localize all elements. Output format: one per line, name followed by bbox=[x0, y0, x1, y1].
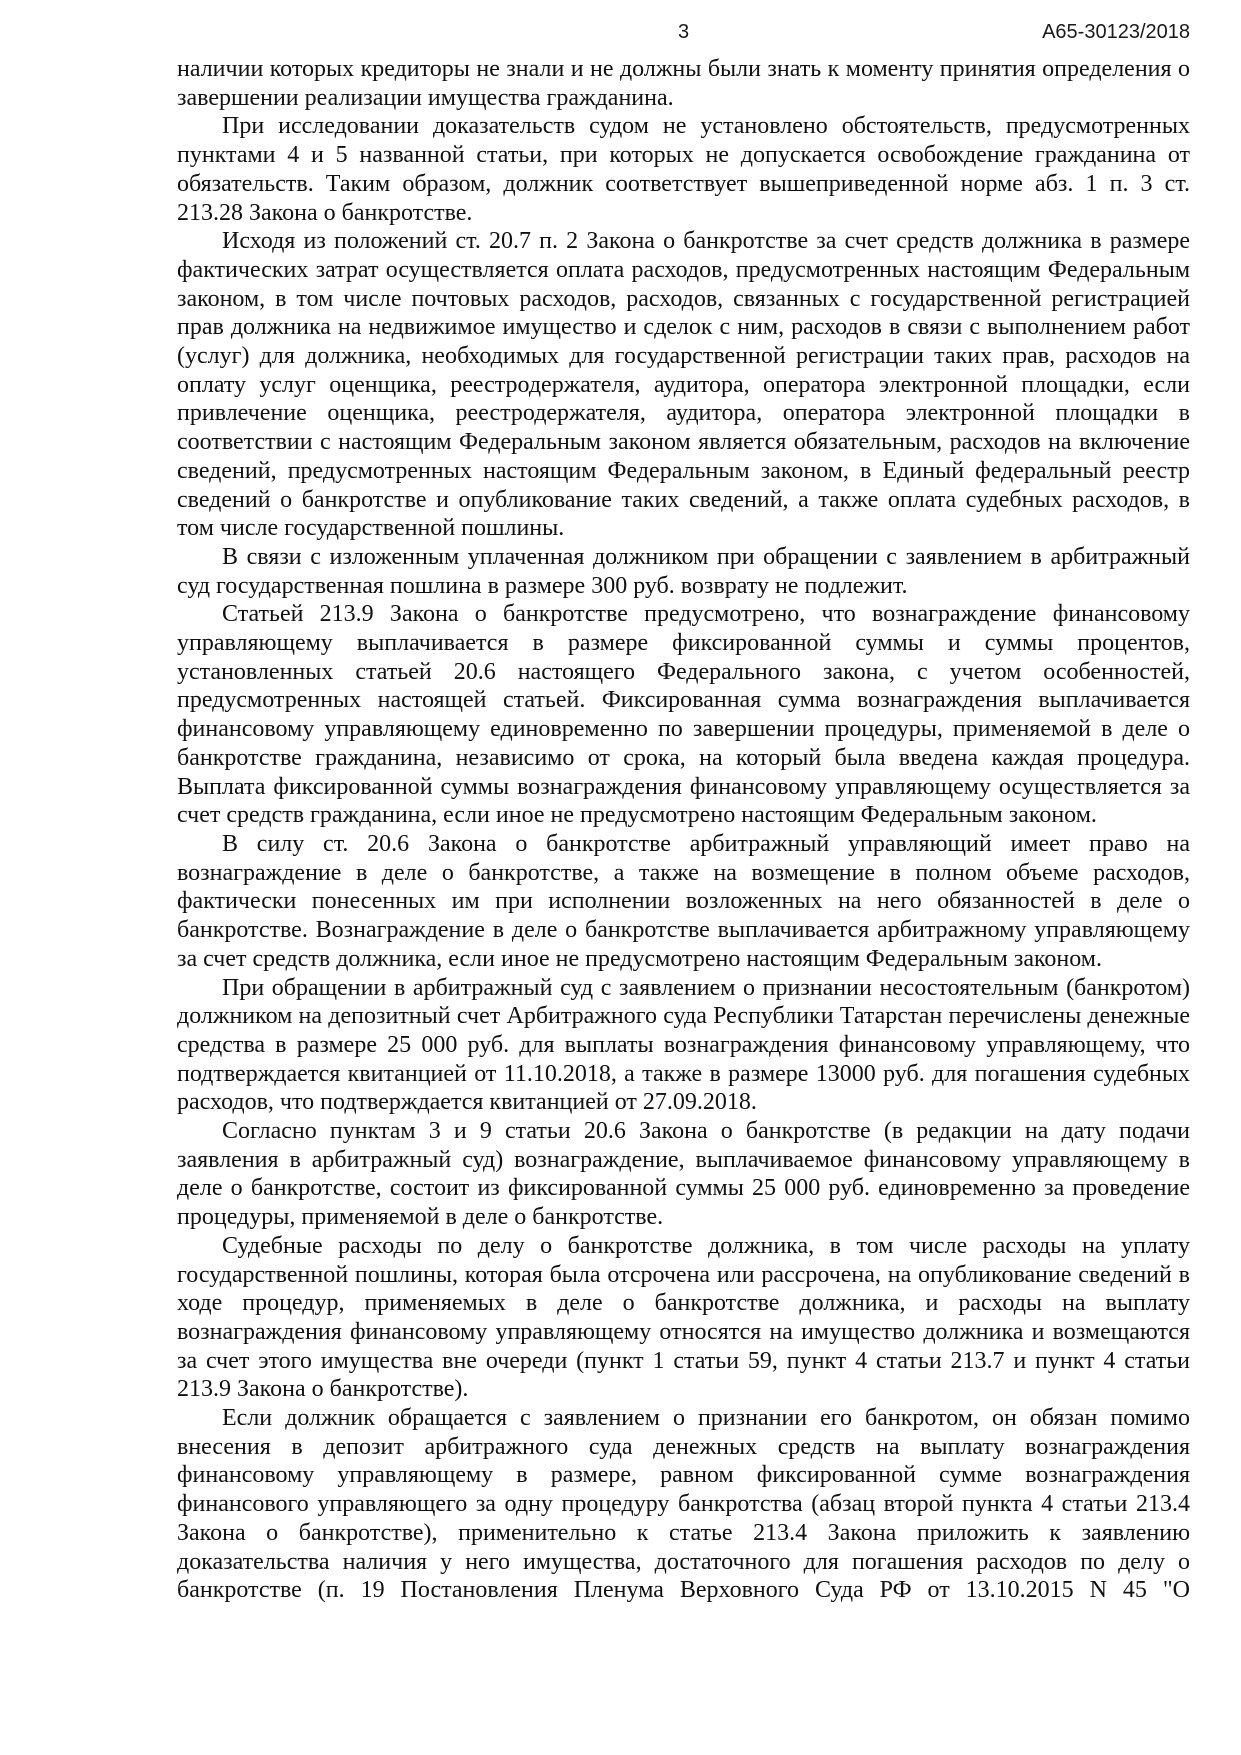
document-body bbox=[177, 55, 1190, 1605]
case-number: А65-30123/2018 bbox=[1042, 21, 1190, 43]
paragraph: Если должник обращается с заявлением о признании его банкротом, он обязан помимо внесения в депозит арбитражного суда денежных средств на выплату вознаграждения финансовому управляющему в размере, равном фиксированной сумме вознаграждения финансового управляющего за одну процедуру банкротства (абзац второй пункта 4 статьи 213.4 Закона о банкротстве), применительно к статье 213.4 Закона приложить к заявлению доказательства наличия у него имущества, достаточного для погашения расходов по делу о банкротстве (п. 19 Постановления Пленума Верховного Суда РФ от 13.10.2015 N 45 "О bbox=[177, 1405, 1190, 1604]
page-number: 3 bbox=[677, 21, 690, 43]
paragraph: При обращении в арбитражный суд с заявлением о признании несостоятельным (банкротом) должником на депозитный счет Арбитражного суда Республики Татарстан перечислены денежные средства в размере 25 000 руб. для выплаты вознаграждения финансовому управляющему, что подтверждается квитанцией от 11.10.2018, а также в размере 13000 руб. для погашения судебных расходов, что подтверждается квитанцией от 27.09.2018. bbox=[177, 974, 1190, 1116]
paragraph: При исследовании доказательств судом не установлено обстоятельств, предусмотренных пунктами 4 и 5 названной статьи, при которых не допускается освобождение гражданина от обязательств. Таким образом, должник соответствует вышеприведенной норме абз. 1 п. 3 ст. 213.28 Закона о банкротстве. bbox=[177, 113, 1190, 226]
paragraph: Согласно пунктам 3 и 9 статьи 20.6 Закона о банкротстве (в редакции на дату подачи заявления в арбитражный суд) вознаграждение, выплачиваемое финансовому управляющему в деле о банкротстве, состоит из фиксированной суммы 25 000 руб. единовременно за проведение процедуры, применяемой в деле о банкротстве. bbox=[177, 1118, 1190, 1231]
paragraph: Судебные расходы по делу о банкротстве должника, в том числе расходы на уплату государственной пошлины, которая была отсрочена или рассрочена, на опубликование сведений в ходе процедур, применяемых в деле о банкротстве должника, и расходы на выплату вознаграждения финансовому управляющему относятся на имущество должника и возмещаются за счет этого имущества вне очереди (пункт 1 статьи 59, пункт 4 статьи 213.7 и пункт 4 статьи 213.9 Закона о банкротстве). bbox=[177, 1232, 1190, 1403]
paragraph: Исходя из положений ст. 20.7 п. 2 Закона о банкротстве за счет средств должника в размере фактических затрат осуществляется оплата расходов, предусмотренных настоящим Федеральным законом, в том числе почтовых расходов, расходов, связанных с государственной регистрацией прав должника на недвижимое имущество и сделок с ним, расходов в связи с выполнением работ (услуг) для должника, необходимых для государственной регистрации таких прав, расходов на оплату услуг оценщика, реестродержателя, аудитора, оператора электронной площадки, если привлечение оценщика, реестродержателя, аудитора, оператора электронной площадки в соответствии с настоящим Федеральным законом является обязательным, расходов на включение сведений, предусмотренных настоящим Федеральным законом, в Единый федеральный реестр сведений о банкротстве и опубликование таких сведений, а также оплата судебных расходов, в том числе государственной пошлины. bbox=[177, 228, 1190, 542]
paragraph: Статьей 213.9 Закона о банкротстве предусмотрено, что вознаграждение финансовому управляющему выплачивается в размере фиксированной суммы и суммы процентов, установленных статьей 20.6 настоящего Федерального закона, с учетом особенностей, предусмотренных настоящей статьей. Фиксированная сумма вознаграждения выплачивается финансовому управляющему единовременно по завершении процедуры, применяемой в деле о банкротстве гражданина, независимо от срока, на который была введена каждая процедура. Выплата фиксированной суммы вознаграждения финансовому управляющему осуществляется за счет средств гражданина, если иное не предусмотрено настоящим Федеральным законом. bbox=[177, 601, 1190, 829]
paragraph: В силу ст. 20.6 Закона о банкротстве арбитражный управляющий имеет право на вознаграждение в деле о банкротстве, а также на возмещение в полном объеме расходов, фактически понесенных им при исполнении возложенных на него обязанностей в деле о банкротстве. Вознаграждение в деле о банкротстве выплачивается арбитражному управляющему за счет средств должника, если иное не предусмотрено настоящим Федеральным законом. bbox=[177, 830, 1190, 972]
page-header bbox=[177, 20, 1190, 48]
paragraph: наличии которых кредиторы не знали и не должны были знать к моменту принятия определения о завершении реализации имущества гражданина. bbox=[177, 56, 1190, 111]
paragraph: В связи с изложенным уплаченная должником при обращении с заявлением в арбитражный суд государственная пошлина в размере 300 руб. возврату не подлежит. bbox=[177, 543, 1190, 599]
